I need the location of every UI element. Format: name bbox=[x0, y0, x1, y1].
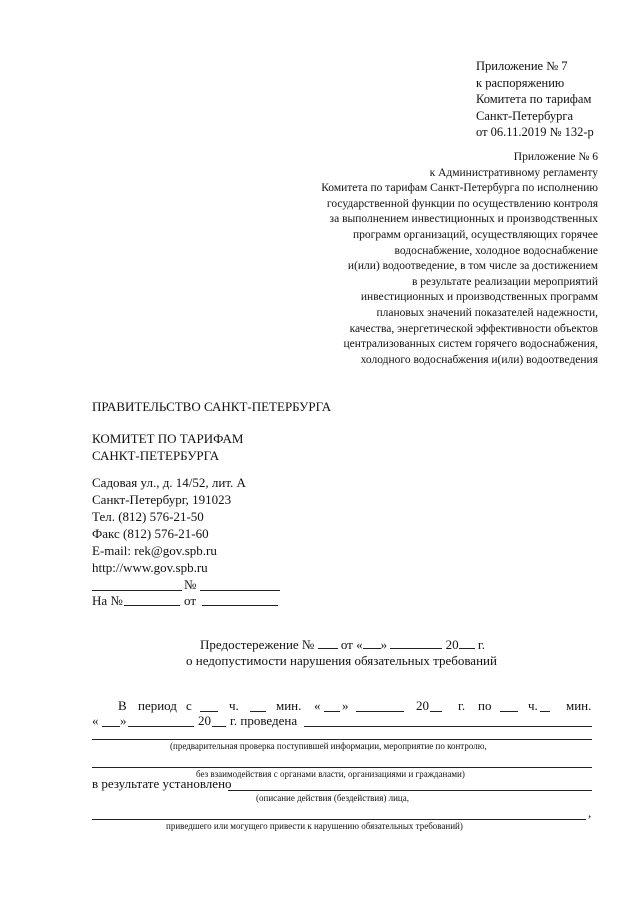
warning-title-line2: о недопустимости нарушения обязательных требований bbox=[186, 653, 497, 668]
warning-number-blank[interactable] bbox=[318, 648, 338, 649]
appendix-6-line: в результате реализации мероприятий bbox=[411, 275, 598, 288]
reg-number-blank[interactable] bbox=[92, 590, 182, 591]
period-close-quote: » bbox=[342, 698, 349, 713]
committee-line: КОМИТЕТ ПО ТАРИФАМ bbox=[92, 431, 244, 446]
warning-year-prefix: 20 bbox=[445, 637, 459, 652]
row2-open-quote: « bbox=[92, 713, 99, 728]
period-v: В bbox=[118, 698, 127, 713]
established-blank[interactable] bbox=[228, 790, 592, 791]
contacts-block bbox=[92, 474, 246, 576]
appendix-6-line: за выполнением инвестиционных и производственных bbox=[329, 213, 598, 226]
caption-violation: приведшего или могущего привести к нарушению обязательных требований) bbox=[166, 821, 463, 831]
period-min-label: мин. bbox=[276, 698, 302, 713]
fax-line: Факс (812) 576-21-60 bbox=[92, 526, 209, 541]
period-word: период bbox=[138, 698, 177, 713]
period-day-blank[interactable] bbox=[324, 711, 340, 712]
appendix-6-line: плановых значений показателей надежности, bbox=[376, 306, 598, 319]
appendix-6-line: программ организаций, осуществляющих горячее bbox=[352, 228, 598, 241]
caption-activity-1: (предварительная проверка поступившей информации, мероприятие по контролю, bbox=[170, 741, 487, 751]
reply-number-blank[interactable] bbox=[124, 605, 180, 606]
warning-day-blank[interactable] bbox=[363, 648, 381, 649]
appendix-7-block bbox=[476, 58, 626, 141]
appendix-7-line: Санкт-Петербурга bbox=[476, 108, 574, 123]
warning-title-line1 bbox=[200, 636, 485, 653]
period-to: по bbox=[478, 698, 492, 713]
caption-activity-2: без взаимодействия с органами власти, организациями и гражданами) bbox=[196, 769, 465, 779]
warning-year-blank[interactable] bbox=[459, 648, 475, 649]
email-line: E-mail: rek@gov.spb.ru bbox=[92, 543, 217, 558]
warning-month-blank[interactable] bbox=[390, 648, 442, 649]
period-year-prefix: 20 bbox=[416, 698, 429, 713]
row2-close-quote: » bbox=[120, 713, 127, 728]
appendix-6-line: качества, энергетической эффективности объектов bbox=[349, 322, 598, 335]
appendix-6-line: централизованных систем горячего водоснабжения, bbox=[343, 338, 598, 351]
appendix-6-line: Комитета по тарифам Санкт-Петербурга по исполнению bbox=[321, 182, 598, 195]
warning-number-label: Предостережение № bbox=[200, 637, 315, 652]
warning-year-suffix: г. bbox=[477, 637, 485, 652]
appendix-7-line: Комитета по тарифам bbox=[476, 92, 592, 106]
row2-day-blank[interactable] bbox=[102, 726, 120, 727]
committee-block bbox=[92, 430, 243, 464]
period-to-min-label: мин. bbox=[566, 698, 592, 713]
period-to-min-blank[interactable] bbox=[540, 711, 550, 712]
warning-date-label: от « bbox=[340, 637, 363, 652]
reg-number-sign: № bbox=[184, 577, 197, 592]
row2-year-blank[interactable] bbox=[212, 726, 226, 727]
reply-to-label: На № bbox=[92, 593, 123, 608]
period-hour-label: ч. bbox=[229, 698, 239, 713]
appendix-6-line: холодного водоснабжения и(или) водоотведения bbox=[360, 353, 598, 366]
period-from: с bbox=[186, 698, 192, 713]
activity-type-blank-2[interactable] bbox=[92, 767, 592, 768]
website-line: http://www.gov.spb.ru bbox=[92, 560, 208, 575]
period-open-quote: « bbox=[314, 698, 321, 713]
appendix-7-line: Приложение № 7 bbox=[476, 59, 568, 73]
government-heading: ПРАВИТЕЛЬСТВО САНКТ-ПЕТЕРБУРГА bbox=[92, 399, 332, 414]
appendix-6-line: государственной функции по осуществлению контроля bbox=[326, 197, 598, 210]
phone-line: Тел. (812) 576-21-50 bbox=[92, 509, 204, 524]
appendix-6-line: инвестиционных и производственных программ bbox=[360, 291, 598, 304]
appendix-7-line: к распоряжению bbox=[476, 75, 565, 90]
row2-conducted-label: г. проведена bbox=[230, 713, 298, 728]
violation-blank[interactable] bbox=[92, 819, 586, 820]
committee-line: САНКТ-ПЕТЕРБУРГА bbox=[92, 448, 220, 463]
reply-date-blank[interactable] bbox=[202, 605, 278, 606]
row2-conducted-blank[interactable] bbox=[304, 726, 592, 727]
reg-number-value-blank[interactable] bbox=[200, 590, 280, 591]
period-year-suffix: г. bbox=[458, 698, 466, 713]
warning-quote-close: » bbox=[380, 637, 388, 652]
caption-action: (описание действия (бездействия) лица, bbox=[256, 793, 409, 803]
period-year-blank[interactable] bbox=[430, 711, 442, 712]
appendix-6-line: к Административному регламенту bbox=[429, 166, 598, 179]
city-line: Санкт-Петербург, 191023 bbox=[92, 492, 232, 507]
row2-month-blank[interactable] bbox=[128, 726, 194, 727]
trailing-comma: , bbox=[588, 805, 592, 820]
reply-date-label: от bbox=[184, 593, 197, 608]
address-line: Садовая ул., д. 14/52, лит. А bbox=[92, 475, 246, 490]
established-label: в результате установлено bbox=[92, 776, 232, 791]
appendix-7-line: от 06.11.2019 № 132-р bbox=[476, 125, 594, 139]
appendix-6-block bbox=[198, 150, 598, 368]
activity-type-blank[interactable] bbox=[92, 739, 592, 740]
appendix-6-line: Приложение № 6 bbox=[513, 151, 598, 163]
period-to-hour-blank[interactable] bbox=[500, 711, 518, 712]
period-to-hour-label: ч. bbox=[528, 698, 538, 713]
period-month-blank[interactable] bbox=[356, 711, 404, 712]
appendix-6-line: и(или) водоотведение, в том числе за достижением bbox=[347, 260, 598, 273]
appendix-6-line: водоснабжение, холодное водоснабжение bbox=[394, 244, 598, 257]
row2-year-prefix: 20 bbox=[198, 713, 211, 728]
